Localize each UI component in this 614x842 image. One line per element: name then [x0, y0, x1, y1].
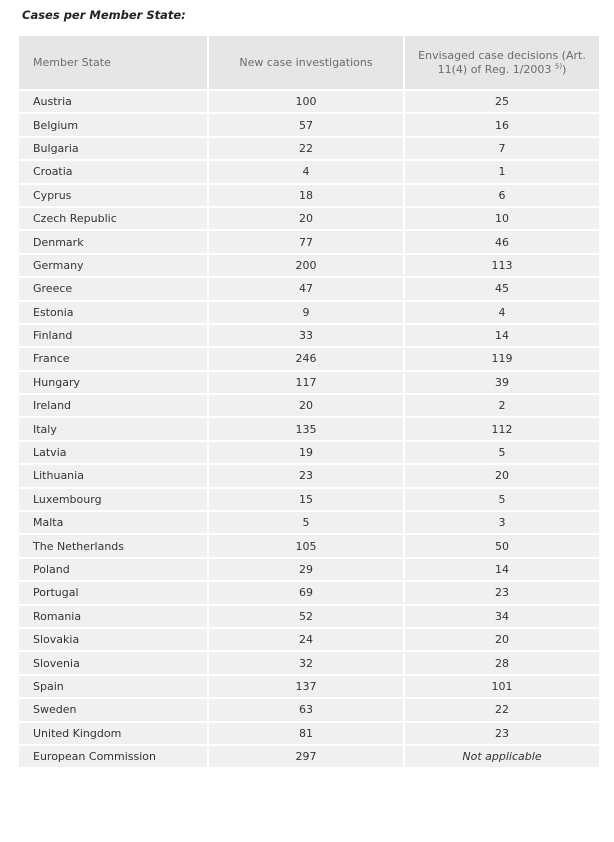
table-row — [19, 114, 599, 135]
cell-member-state: Bulgaria — [19, 138, 207, 159]
table-row — [19, 442, 599, 463]
cell-envisaged-decisions: 113 — [405, 255, 599, 276]
table-row — [19, 582, 599, 603]
cell-envisaged-decisions: 25 — [405, 91, 599, 112]
table-row — [19, 255, 599, 276]
page-title: Cases per Member State: — [22, 8, 186, 22]
table-row — [19, 325, 599, 346]
cell-new-cases: 19 — [209, 442, 403, 463]
table-row — [19, 161, 599, 182]
cell-envisaged-decisions: 112 — [405, 418, 599, 439]
cell-new-cases: 20 — [209, 208, 403, 229]
cell-member-state: Luxembourg — [19, 489, 207, 510]
header-envisaged-decisions — [405, 36, 599, 89]
header-new-cases: New case investigations — [209, 36, 403, 89]
cell-new-cases: 135 — [209, 418, 403, 439]
cell-member-state: Germany — [19, 255, 207, 276]
header-envisaged-text: Envisaged case decisions (Art. 11(4) of Reg. 1/2003 — [418, 48, 586, 76]
table-row — [19, 676, 599, 697]
cell-new-cases: 5 — [209, 512, 403, 533]
table-row — [19, 231, 599, 252]
cell-member-state: Slovakia — [19, 629, 207, 650]
table-row — [19, 559, 599, 580]
cell-member-state: Czech Republic — [19, 208, 207, 229]
cell-member-state: United Kingdom — [19, 723, 207, 744]
cell-new-cases: 9 — [209, 302, 403, 323]
cell-member-state: Croatia — [19, 161, 207, 182]
cell-member-state: Slovenia — [19, 652, 207, 673]
cell-member-state: Greece — [19, 278, 207, 299]
cell-envisaged-decisions: 7 — [405, 138, 599, 159]
cell-new-cases: 57 — [209, 114, 403, 135]
cell-envisaged-decisions: 1 — [405, 161, 599, 182]
cell-new-cases: 297 — [209, 746, 403, 767]
cell-envisaged-decisions: 23 — [405, 582, 599, 603]
header-member-state: Member State — [19, 36, 207, 89]
cell-member-state: Portugal — [19, 582, 207, 603]
cell-member-state: Malta — [19, 512, 207, 533]
cell-member-state: Belgium — [19, 114, 207, 135]
table-row — [19, 418, 599, 439]
table-row — [19, 723, 599, 744]
table-row — [19, 91, 599, 112]
cell-envisaged-decisions: 6 — [405, 185, 599, 206]
table-row — [19, 302, 599, 323]
cell-member-state: Spain — [19, 676, 207, 697]
cell-member-state: Ireland — [19, 395, 207, 416]
cell-envisaged-decisions: 5 — [405, 442, 599, 463]
cell-new-cases: 24 — [209, 629, 403, 650]
table-row — [19, 138, 599, 159]
table-row — [19, 185, 599, 206]
cell-envisaged-decisions: 20 — [405, 629, 599, 650]
cell-member-state: Cyprus — [19, 185, 207, 206]
cell-new-cases: 20 — [209, 395, 403, 416]
cell-new-cases: 105 — [209, 535, 403, 556]
table-row — [19, 465, 599, 486]
cell-envisaged-decisions: 23 — [405, 723, 599, 744]
table-row — [19, 535, 599, 556]
cell-envisaged-decisions: 10 — [405, 208, 599, 229]
cell-envisaged-decisions: 34 — [405, 606, 599, 627]
table-row — [19, 629, 599, 650]
cell-envisaged-decisions: 119 — [405, 348, 599, 369]
cell-envisaged-decisions: 2 — [405, 395, 599, 416]
cell-new-cases: 246 — [209, 348, 403, 369]
cell-new-cases: 29 — [209, 559, 403, 580]
cell-member-state: Latvia — [19, 442, 207, 463]
cell-new-cases: 47 — [209, 278, 403, 299]
cell-new-cases: 137 — [209, 676, 403, 697]
cell-envisaged-decisions: 50 — [405, 535, 599, 556]
cell-member-state: Lithuania — [19, 465, 207, 486]
cell-envisaged-decisions: 45 — [405, 278, 599, 299]
cell-new-cases: 22 — [209, 138, 403, 159]
cell-member-state: The Netherlands — [19, 535, 207, 556]
cell-envisaged-decisions: 39 — [405, 372, 599, 393]
table-row — [19, 348, 599, 369]
cell-member-state: Italy — [19, 418, 207, 439]
cell-new-cases: 32 — [209, 652, 403, 673]
cell-new-cases: 100 — [209, 91, 403, 112]
table-row — [19, 606, 599, 627]
cell-member-state: Denmark — [19, 231, 207, 252]
cell-envisaged-decisions: 5 — [405, 489, 599, 510]
table-row — [19, 395, 599, 416]
cell-envisaged-decisions: 20 — [405, 465, 599, 486]
cell-new-cases: 69 — [209, 582, 403, 603]
table-row — [19, 208, 599, 229]
table-header-row — [19, 36, 599, 89]
cell-member-state: European Commission — [19, 746, 207, 767]
cell-member-state: Estonia — [19, 302, 207, 323]
cell-new-cases: 23 — [209, 465, 403, 486]
cell-envisaged-decisions: 14 — [405, 325, 599, 346]
table-row — [19, 746, 599, 767]
cell-member-state: Sweden — [19, 699, 207, 720]
cell-envisaged-decisions: 4 — [405, 302, 599, 323]
cell-new-cases: 52 — [209, 606, 403, 627]
cell-envisaged-decisions: Not applicable — [405, 746, 599, 767]
cell-member-state: France — [19, 348, 207, 369]
cell-new-cases: 15 — [209, 489, 403, 510]
cell-member-state: Romania — [19, 606, 207, 627]
cell-new-cases: 63 — [209, 699, 403, 720]
cell-envisaged-decisions: 16 — [405, 114, 599, 135]
cell-envisaged-decisions: 14 — [405, 559, 599, 580]
footnote-marker: 5) — [554, 61, 563, 70]
table-row — [19, 489, 599, 510]
cases-table — [17, 34, 601, 769]
cell-member-state: Poland — [19, 559, 207, 580]
cell-new-cases: 117 — [209, 372, 403, 393]
cell-envisaged-decisions: 3 — [405, 512, 599, 533]
cell-new-cases: 18 — [209, 185, 403, 206]
table-row — [19, 278, 599, 299]
cell-member-state: Austria — [19, 91, 207, 112]
cell-member-state: Finland — [19, 325, 207, 346]
cell-new-cases: 77 — [209, 231, 403, 252]
cell-new-cases: 200 — [209, 255, 403, 276]
cell-envisaged-decisions: 28 — [405, 652, 599, 673]
table-row — [19, 372, 599, 393]
cell-envisaged-decisions: 46 — [405, 231, 599, 252]
cell-new-cases: 33 — [209, 325, 403, 346]
cell-new-cases: 4 — [209, 161, 403, 182]
cell-envisaged-decisions: 101 — [405, 676, 599, 697]
table-row — [19, 699, 599, 720]
header-envisaged-close: ) — [562, 62, 567, 76]
cell-envisaged-decisions: 22 — [405, 699, 599, 720]
table-row — [19, 652, 599, 673]
table-row — [19, 512, 599, 533]
cell-member-state: Hungary — [19, 372, 207, 393]
cell-new-cases: 81 — [209, 723, 403, 744]
